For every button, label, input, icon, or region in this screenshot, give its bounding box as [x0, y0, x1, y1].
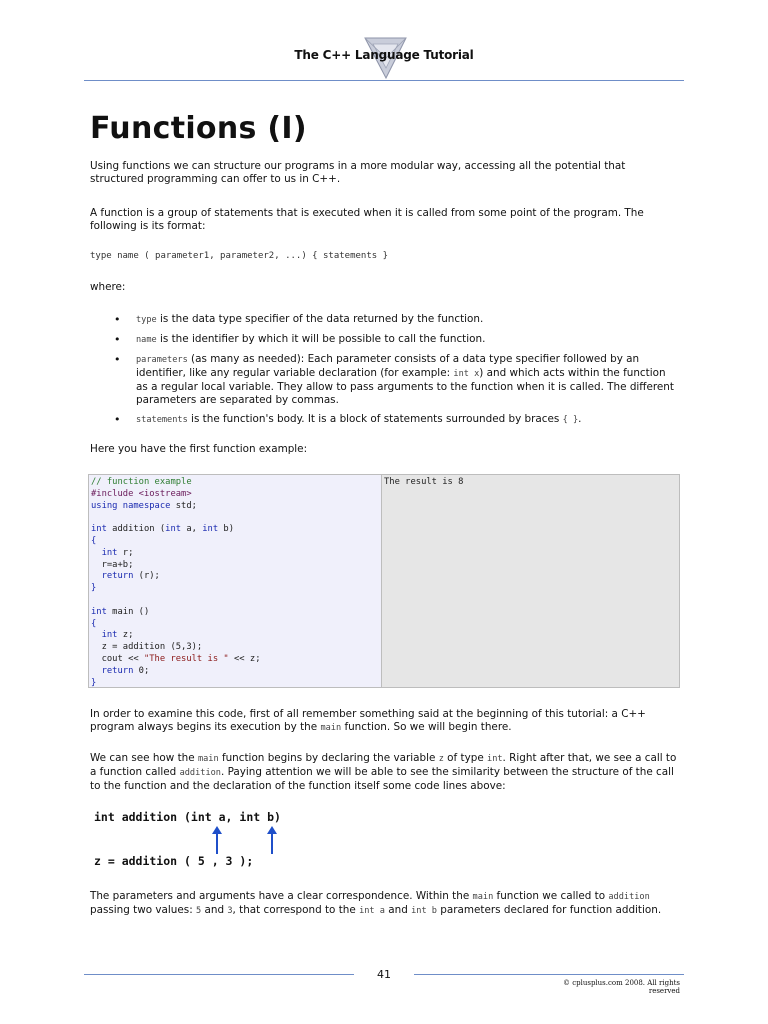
code-line: int r;	[101, 547, 134, 558]
text-span: function we called to	[493, 890, 609, 902]
source-code	[91, 477, 381, 689]
code-line: {	[91, 535, 97, 546]
main-paragraph	[90, 708, 680, 735]
inline-code: int a	[359, 906, 385, 916]
code-line: int z;	[101, 630, 134, 641]
page-number: 41	[377, 968, 391, 981]
arrow-icons	[94, 826, 414, 856]
code-line: #include <iostream>	[91, 488, 192, 499]
inline-code: main	[320, 723, 342, 733]
text-span: of type	[443, 752, 488, 764]
list-item-text: ) and which acts within the function as a regular local variable. They allow to pass arguments to the function when it is called. The different parameters are separated by commas.	[136, 367, 674, 406]
program-output: The result is 8	[384, 477, 464, 487]
list-item-text: is the data type specifier of the data returned by the function.	[156, 313, 484, 325]
inline-code: { }	[562, 415, 579, 425]
call-line: z = addition ( 5 , 3 );	[94, 854, 254, 868]
page-title: Functions (I)	[90, 111, 307, 146]
source-code-panel	[89, 475, 382, 687]
code-line: {	[91, 618, 97, 629]
arrow-up-icon	[267, 826, 277, 854]
bullet-icon: •	[114, 353, 121, 366]
inline-code: main	[197, 754, 219, 764]
list-item	[90, 313, 680, 327]
text-span: . Right after that, we see a call to a function called	[90, 752, 677, 778]
text-span: function. So we will begin there.	[341, 721, 512, 733]
code-line: return (r);	[101, 571, 160, 582]
header-divider	[84, 80, 684, 81]
text-span: passing two values:	[90, 904, 196, 916]
list-item	[90, 333, 680, 347]
text-span: function begins by declaring the variable	[218, 752, 439, 764]
inline-code: 3	[227, 906, 233, 916]
code-line: z = addition (5,3);	[91, 642, 203, 653]
list-item-text: (as many as needed): Each parameter consists of a data type specifier followed by an identifier, like any regular variable declaration (for example:	[136, 353, 640, 379]
arrow-up-icon	[212, 826, 222, 854]
list-item-text: is the function's body. It is a block of statements surrounded by braces	[187, 413, 563, 425]
bullet-icon: •	[114, 333, 121, 346]
code-line: return 0;	[101, 665, 150, 676]
inline-code: addition	[608, 892, 650, 902]
copyright-notice: © cplusplus.com 2008. All rights reserved	[562, 979, 680, 995]
program-output-panel	[382, 475, 679, 687]
where-label: where:	[90, 281, 126, 293]
list-item-text: is the identifier by which it will be possible to call the function.	[156, 333, 486, 345]
text-span: and	[201, 904, 228, 916]
inline-code: int	[487, 754, 503, 764]
code-line: using namespace std;	[91, 500, 197, 511]
parameter-mapping-diagram	[94, 808, 414, 878]
inline-code: z	[438, 754, 444, 764]
code-line: cout << "The result is " << z;	[91, 653, 261, 664]
inline-code: statements	[136, 415, 188, 425]
text-span: parameters declared for function addition.	[436, 904, 662, 916]
code-line: // function example	[91, 477, 192, 487]
bullet-icon: •	[114, 413, 121, 426]
declaration-line: int addition (int a, int b)	[94, 810, 281, 824]
bullet-icon: •	[114, 313, 121, 326]
parameter-list	[90, 313, 680, 433]
list-item	[90, 413, 680, 427]
text-span: The parameters and arguments have a clear correspondence. Within the	[90, 890, 473, 902]
code-example-table	[88, 474, 680, 688]
list-item	[90, 353, 680, 407]
code-line: r=a+b;	[91, 559, 134, 570]
call-paragraph	[90, 752, 680, 793]
inline-code: int b	[411, 906, 437, 916]
definition-paragraph: A function is a group of statements that is executed when it is called from some point of the program. The following is its format:	[90, 207, 644, 232]
inline-code: int x	[453, 369, 480, 379]
inline-code: name	[136, 335, 157, 345]
code-line: int main ()	[91, 606, 150, 617]
text-span: and	[384, 904, 412, 916]
text-span: In order to examine this code, first of all remember something said at the beginning of this tutorial: a C++ program always begins its execution by the	[90, 708, 646, 733]
header-title: The C++ Language Tutorial	[294, 48, 474, 62]
inline-code: addition	[179, 768, 221, 778]
inline-code: main	[472, 892, 494, 902]
text-span: . Paying attention we will be able to see the similarity between the structure of the call to the function and the declaration of the function itself some code lines above:	[90, 766, 674, 792]
intro-paragraph: Using functions we can structure our programs in a more modular way, accessing all the potential that structured programming can offer to us in C++.	[90, 160, 626, 185]
text-span: , that correspond to the	[232, 904, 360, 916]
params-paragraph	[90, 890, 680, 918]
code-line: int addition (int a, int b)	[91, 524, 235, 535]
inline-code: 5	[196, 906, 202, 916]
inline-code: type	[136, 315, 157, 325]
inline-code: parameters	[136, 355, 188, 365]
example-intro: Here you have the first function example:	[90, 443, 308, 455]
code-line: }	[91, 583, 97, 594]
list-item-text: .	[578, 413, 582, 425]
function-format-line: type name ( parameter1, parameter2, ...) { statements }	[90, 251, 389, 261]
text-span: We can see how the	[90, 752, 198, 764]
footer-divider-right	[414, 974, 684, 975]
code-line: }	[91, 677, 97, 688]
footer-divider-left	[84, 974, 354, 975]
